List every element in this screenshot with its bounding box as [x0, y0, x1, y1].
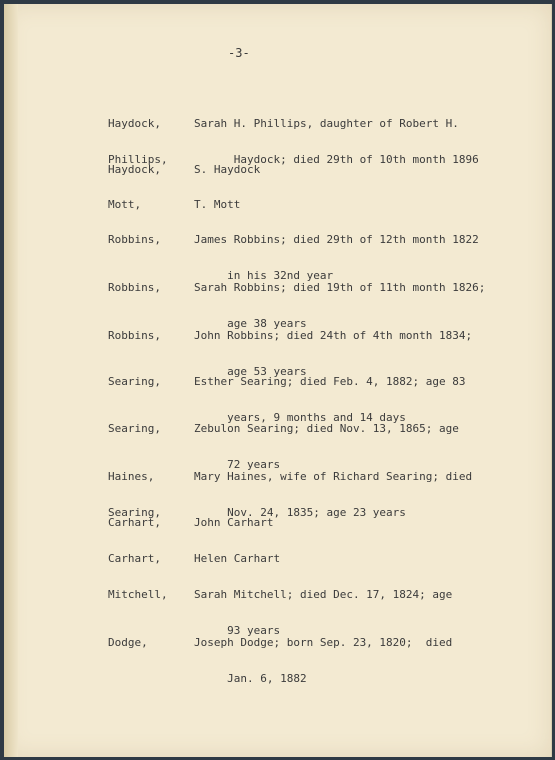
- surname-line: Robbins,: [108, 233, 161, 246]
- surname-line: Phillips,: [108, 153, 168, 166]
- page-binding-edge: [4, 4, 18, 757]
- surname-line: Robbins,: [108, 329, 161, 342]
- detail-line: age 38 years: [194, 317, 307, 330]
- detail-line: John Carhart: [194, 516, 274, 529]
- detail-line: Sarah Robbins; died 19th of 11th month 1826;: [194, 281, 486, 294]
- detail-line: Helen Carhart: [194, 552, 281, 565]
- detail-line: Haydock; died 29th of 10th month 1896: [194, 153, 479, 166]
- surname-line: Searing,: [108, 375, 161, 388]
- surname-line: Carhart,: [108, 516, 161, 529]
- detail-line: 72 years: [194, 458, 281, 471]
- detail-line: Esther Searing; died Feb. 4, 1882; age 83: [194, 375, 466, 388]
- surname-line: Haydock,: [108, 163, 161, 176]
- detail-line: Joseph Dodge; born Sep. 23, 1820; died: [194, 636, 453, 649]
- detail-line: Sarah H. Phillips, daughter of Robert H.: [194, 117, 459, 130]
- surname-line: Robbins,: [108, 281, 161, 294]
- surname-line: Haydock,: [108, 117, 161, 130]
- detail-line: years, 9 months and 14 days: [194, 411, 406, 424]
- detail-line: Mary Haines, wife of Richard Searing; died: [194, 470, 473, 483]
- detail-line: 93 years: [194, 624, 281, 637]
- surname-line: Dodge,: [108, 636, 148, 649]
- surname-line: Mott,: [108, 198, 142, 211]
- detail-line: Zebulon Searing; died Nov. 13, 1865; age: [194, 422, 459, 435]
- detail-line: John Robbins; died 24th of 4th month 1834;: [194, 329, 473, 342]
- entry-surname: [108, 613, 148, 673]
- detail-line: Sarah Mitchell; died Dec. 17, 1824; age: [194, 588, 453, 601]
- surname-line: Searing,: [108, 422, 161, 435]
- surname-line: Haines,: [108, 470, 155, 483]
- detail-line: in his 32nd year: [194, 269, 334, 282]
- detail-line: Nov. 24, 1835; age 23 years: [194, 506, 406, 519]
- entry-detail: [194, 613, 452, 709]
- detail-line: S. Haydock: [194, 163, 261, 176]
- page-number: -3-: [228, 46, 250, 60]
- surname-line: Carhart,: [108, 552, 161, 565]
- detail-line: T. Mott: [194, 198, 241, 211]
- detail-line: age 53 years: [194, 365, 307, 378]
- surname-line: Searing,: [108, 506, 161, 519]
- detail-line: Jan. 6, 1882: [194, 672, 307, 685]
- document-page: [4, 4, 552, 757]
- surname-line: Mitchell,: [108, 588, 168, 601]
- detail-line: James Robbins; died 29th of 12th month 1822: [194, 233, 479, 246]
